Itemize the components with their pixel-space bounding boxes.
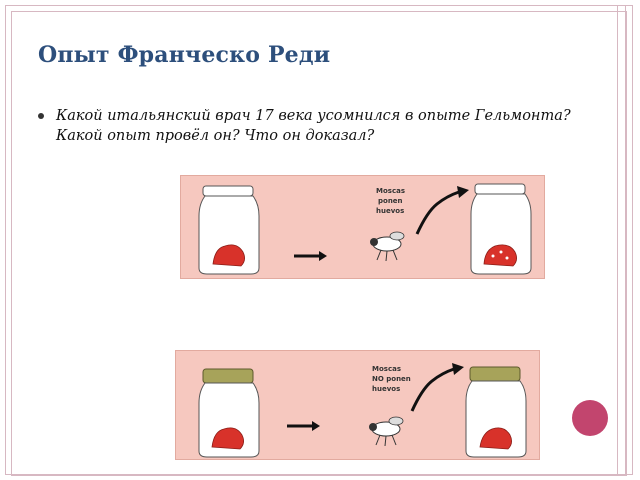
slide-title: Опыт Франческо Реди — [38, 42, 331, 68]
flies-label-line1: Moscas — [372, 365, 401, 373]
experiment-open-panel — [180, 175, 545, 279]
open-jar-right-icon — [471, 184, 531, 274]
flies-label-line2: NO ponen — [372, 375, 411, 383]
bullet-list — [38, 106, 598, 146]
right-rule-line — [625, 5, 626, 475]
arrow-right-icon — [287, 421, 320, 431]
bullet-item — [38, 106, 598, 146]
experiment-closed-illustration — [176, 351, 539, 459]
flies-label-line2: ponen — [378, 197, 403, 205]
curved-arrow-icon — [417, 186, 469, 234]
experiment-closed-panel — [175, 350, 540, 460]
curved-arrow-icon — [412, 363, 464, 411]
decorative-circle — [572, 400, 608, 436]
arrow-right-icon — [294, 251, 327, 261]
fly-icon — [369, 417, 403, 446]
open-jar-left-icon — [199, 186, 259, 274]
bullet-dot-icon — [38, 113, 44, 119]
experiment-open-illustration — [181, 176, 544, 278]
flies-label-line3: huevos — [372, 385, 401, 393]
closed-jar-right-icon — [466, 367, 526, 457]
bullet-text: Какой итальянский врач 17 века усомнился в опыте Гельмонта? Какой опыт провёл он? Что он доказал? — [56, 108, 571, 144]
right-rule-line — [617, 5, 618, 475]
flies-label-line3: huevos — [376, 207, 405, 215]
fly-icon — [370, 232, 404, 261]
closed-jar-left-icon — [199, 369, 259, 457]
flies-label-line1: Moscas — [376, 187, 405, 195]
